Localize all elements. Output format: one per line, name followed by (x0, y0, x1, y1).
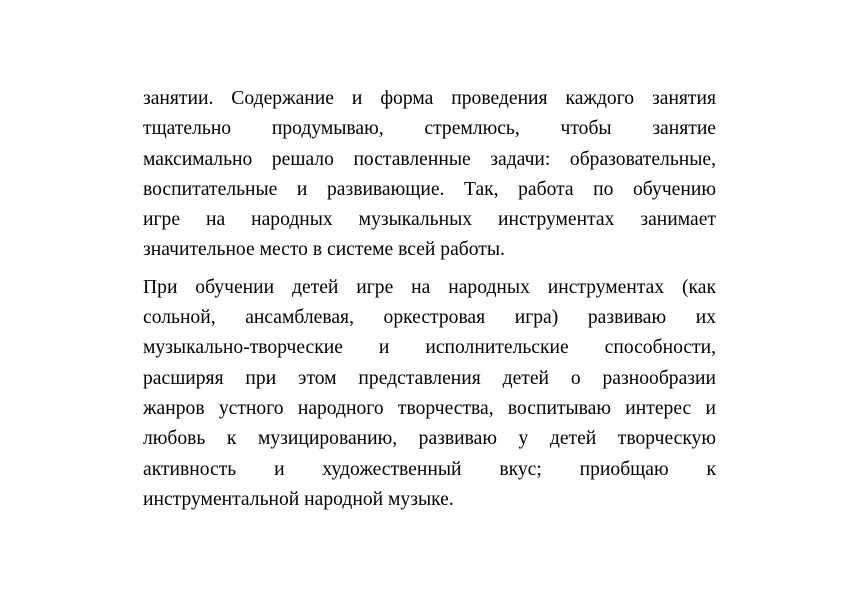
text-line: значительное место в системе всей работы. (143, 239, 505, 261)
text-line: тщательно продумываю, стремлюсь, чтобы занятие (143, 118, 716, 140)
text-line: максимально решало поставленные задачи: образовательные, (143, 148, 716, 170)
text-line: инструментальной народной музыке. (143, 488, 454, 510)
text-line: воспитательные и развивающие. Так, работа по обучению (143, 178, 716, 200)
paragraph-spacer (143, 266, 716, 273)
body-text (143, 84, 716, 515)
paragraph-2 (143, 273, 716, 515)
text-line: любовь к музицированию, развиваю у детей творческую (143, 428, 716, 450)
text-line: При обучении детей игре на народных инструментах (как (143, 276, 716, 298)
paragraph-1 (143, 84, 716, 266)
text-line: музыкально-творческие и исполнительские способности, (143, 337, 716, 359)
text-line: расширяя при этом представления детей о разнообразии (143, 367, 716, 389)
text-line: занятии. Содержание и форма проведения каждого занятия (143, 88, 716, 109)
text-line: активность и художественный вкус; приобщаю к (143, 458, 716, 480)
text-line: игре на народных музыкальных инструментах занимает (143, 209, 716, 231)
text-line: сольной, ансамблевая, оркестровая игра) развиваю их (143, 307, 716, 329)
text-line: жанров устного народного творчества, воспитываю интерес и (143, 397, 716, 419)
